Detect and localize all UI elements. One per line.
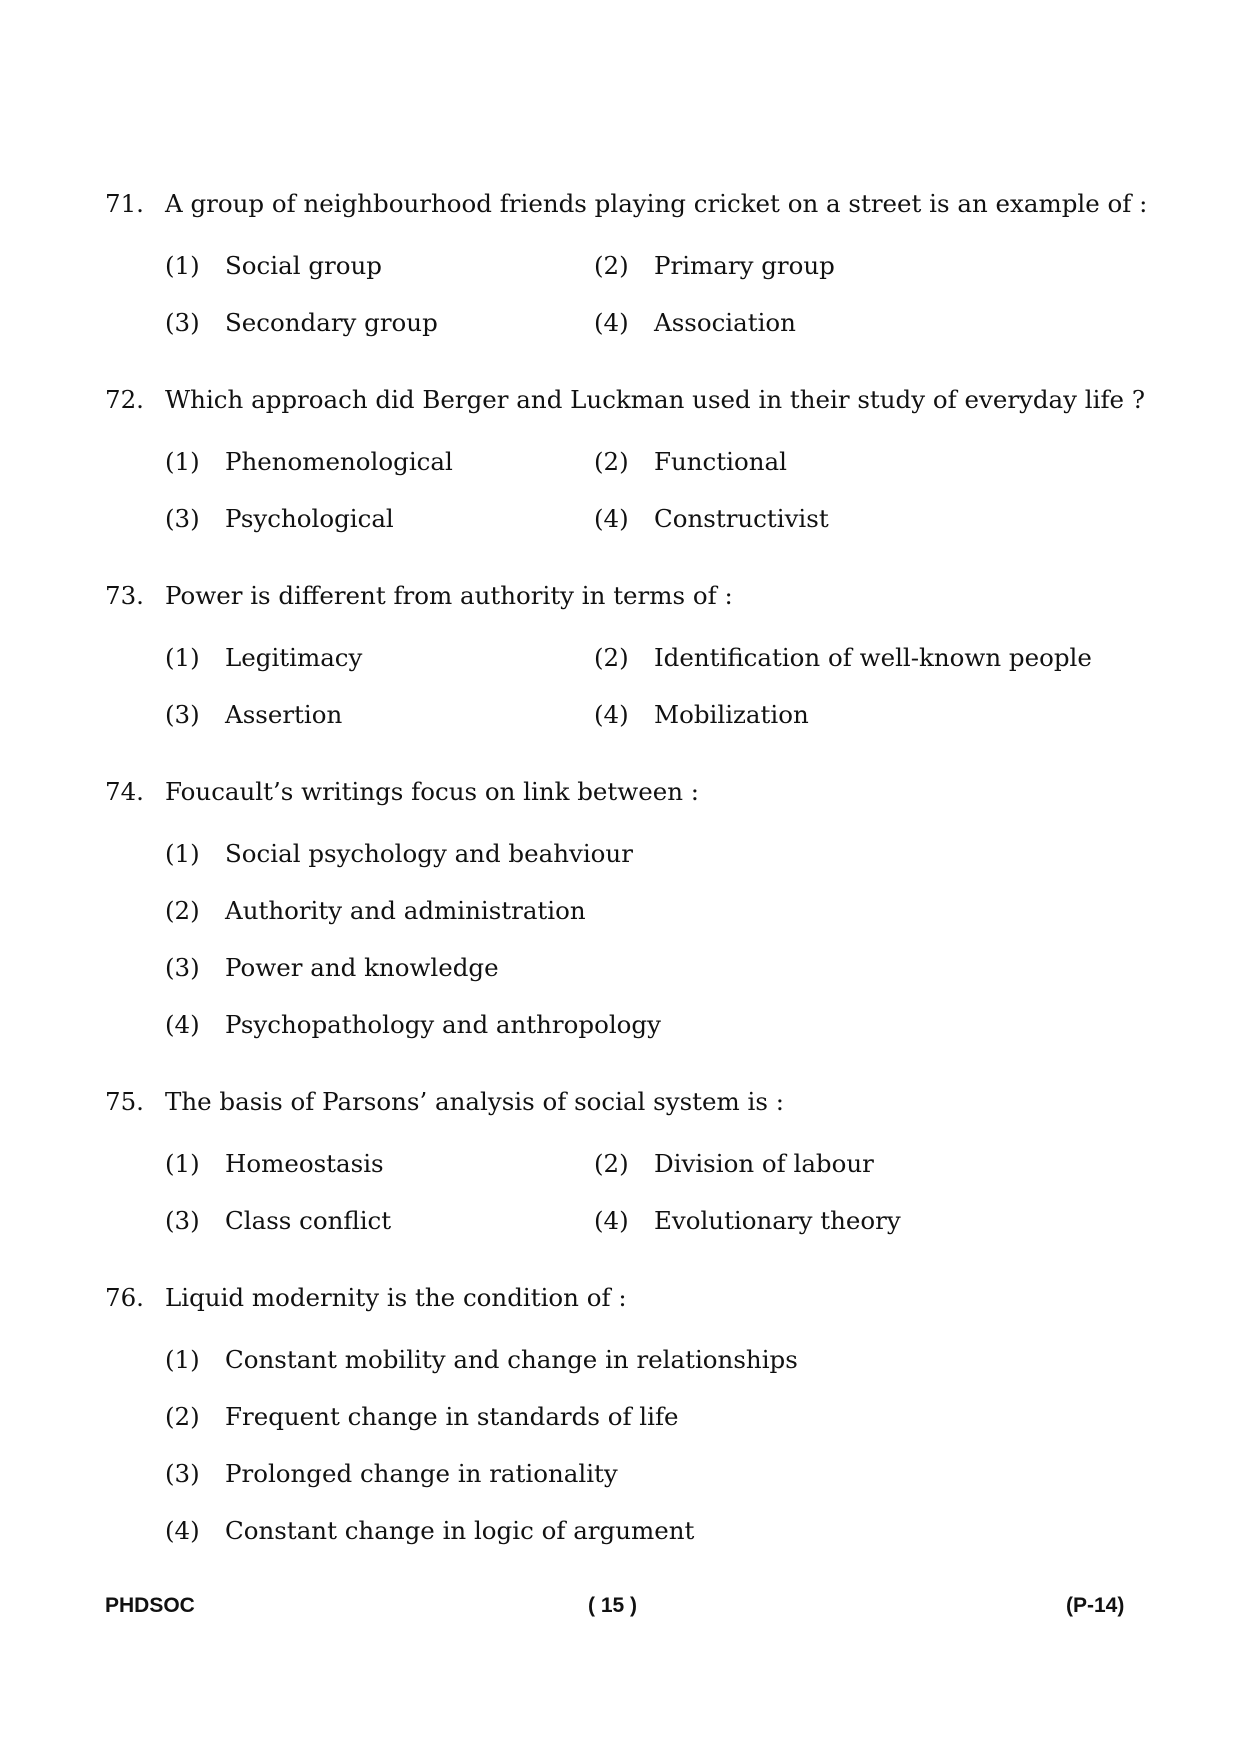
option-number: (4)	[165, 1010, 200, 1039]
option-text: Homeostasis	[225, 1149, 384, 1178]
question-stem	[105, 777, 1145, 811]
option-text: Social group	[225, 251, 382, 280]
question-72	[105, 385, 1145, 419]
option-number: (1)	[165, 447, 200, 476]
question-75	[105, 1087, 1145, 1121]
question-number: 74.	[105, 777, 144, 806]
question-number: 73.	[105, 581, 144, 610]
option-number: (1)	[165, 1149, 200, 1178]
option-text: Frequent change in standards of life	[225, 1402, 679, 1431]
question-stem	[105, 1283, 1145, 1317]
option-number: (4)	[594, 504, 629, 533]
option-number: (3)	[165, 953, 200, 982]
option-number: (2)	[594, 447, 629, 476]
option-text: Prolonged change in rationality	[225, 1459, 618, 1488]
question-text: Liquid modernity is the condition of :	[165, 1283, 627, 1312]
footer-paper-code: PHDSOC	[105, 1594, 195, 1617]
option-number: (3)	[165, 1459, 200, 1488]
option-number: (2)	[165, 1402, 200, 1431]
question-stem	[105, 385, 1145, 419]
footer-paper-ref: (P-14)	[1066, 1594, 1125, 1617]
option-number: (2)	[165, 896, 200, 925]
option-text: Constant change in logic of argument	[225, 1516, 695, 1545]
question-74	[105, 777, 1145, 811]
option-number: (4)	[594, 700, 629, 729]
option-text: Social psychology and beahviour	[225, 839, 633, 868]
question-number: 75.	[105, 1087, 144, 1116]
option-number: (2)	[594, 643, 629, 672]
option-number: (4)	[165, 1516, 200, 1545]
question-stem	[105, 189, 1148, 223]
option-number: (3)	[165, 308, 200, 337]
option-text: Secondary group	[225, 308, 438, 337]
option-number: (2)	[594, 251, 629, 280]
question-text: Foucault’s writings focus on link between :	[165, 777, 700, 806]
option-number: (3)	[165, 700, 200, 729]
option-text: Power and knowledge	[225, 953, 499, 982]
question-number: 76.	[105, 1283, 144, 1312]
question-text: Power is different from authority in terms of :	[165, 581, 733, 610]
option-text: Constructivist	[654, 504, 829, 533]
question-76	[105, 1283, 1145, 1317]
option-text: Association	[654, 308, 796, 337]
question-text: Which approach did Berger and Luckman used in their study of everyday life ?	[165, 385, 1145, 414]
footer-page-number: ( 15 )	[588, 1594, 638, 1617]
option-number: (4)	[594, 1206, 629, 1235]
option-number: (1)	[165, 1345, 200, 1374]
question-text: A group of neighbourhood friends playing cricket on a street is an example of :	[165, 189, 1148, 218]
option-text: Functional	[654, 447, 787, 476]
option-number: (4)	[594, 308, 629, 337]
option-text: Legitimacy	[225, 643, 363, 672]
question-73	[105, 581, 1145, 615]
question-number: 71.	[105, 189, 144, 218]
option-text: Primary group	[654, 251, 835, 280]
option-number: (1)	[165, 643, 200, 672]
option-text: Psychological	[225, 504, 394, 533]
question-stem	[105, 581, 1145, 615]
option-text: Evolutionary theory	[654, 1206, 901, 1235]
question-text: The basis of Parsons’ analysis of social system is :	[165, 1087, 784, 1116]
option-text: Authority and administration	[225, 896, 586, 925]
question-number: 72.	[105, 385, 144, 414]
option-number: (2)	[594, 1149, 629, 1178]
option-text: Assertion	[225, 700, 343, 729]
option-text: Division of labour	[654, 1149, 874, 1178]
option-text: Class conflict	[225, 1206, 392, 1235]
option-number: (3)	[165, 504, 200, 533]
option-number: (1)	[165, 251, 200, 280]
option-number: (3)	[165, 1206, 200, 1235]
option-text: Constant mobility and change in relationships	[225, 1345, 798, 1374]
question-71	[105, 189, 1148, 223]
option-number: (1)	[165, 839, 200, 868]
option-text: Mobilization	[654, 700, 809, 729]
option-text: Phenomenological	[225, 447, 453, 476]
option-text: Identification of well-known people	[654, 643, 1092, 672]
option-text: Psychopathology and anthropology	[225, 1010, 661, 1039]
question-stem	[105, 1087, 1145, 1121]
